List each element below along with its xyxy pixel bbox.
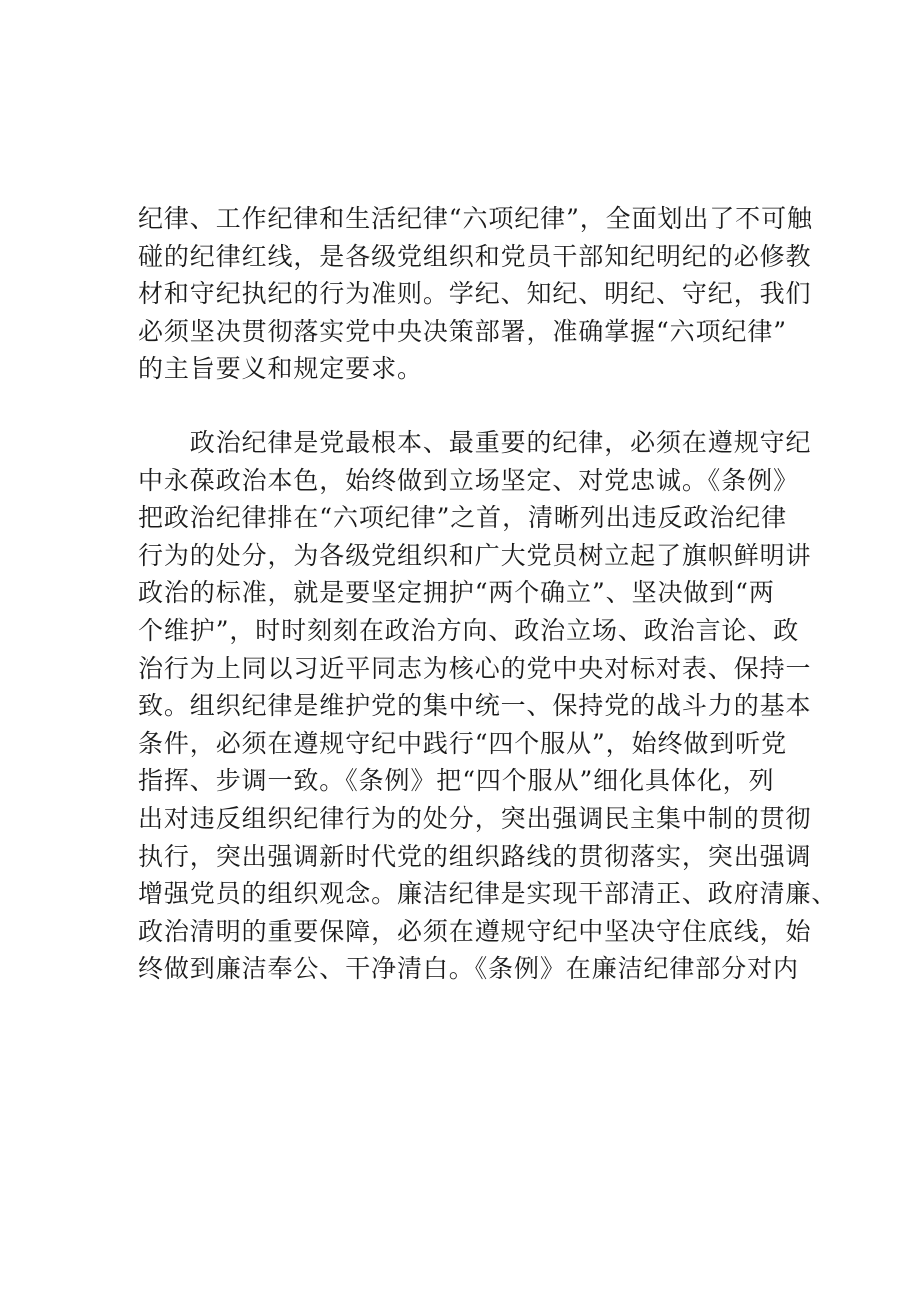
text-line: 条件，必须在遵规守纪中践行“四个服从”，始终做到听党: [138, 728, 787, 758]
text-line: 中永葆政治本色，始终做到立场坚定、对党忠诚。《条例》: [138, 465, 799, 495]
text-line: 的主旨要义和规定要求。: [138, 354, 423, 384]
text-line: 行为的处分，为各级党组织和广大党员树立起了旗帜鲜明讲: [138, 540, 812, 570]
text-line: 个维护”，时时刻刻在政治方向、政治立场、政治言论、政: [138, 615, 800, 645]
paragraph-spacer: [138, 388, 788, 424]
text-line: 纪律、工作纪律和生活纪律“六项纪律”，全面划出了不可触: [138, 204, 813, 233]
text-line: 增强党员的组织观念。廉洁纪律是实现干部清正、政府清廉、: [138, 879, 838, 909]
text-line: 出对违反组织纪律行为的处分，突出强调民主集中制的贯彻: [138, 803, 812, 833]
text-line: 材和守纪执纪的行为准则。学纪、知纪、明纪、守纪，我们: [138, 279, 812, 309]
text-line: 把政治纪律排在“六项纪律”之首，清晰列出违反政治纪律: [138, 503, 787, 533]
text-line: 执行，突出强调新时代党的组织路线的贯彻落实，突出强调: [138, 841, 812, 871]
document-body: [138, 200, 838, 988]
paragraph-1: [138, 200, 813, 388]
text-line: 政治清明的重要保障，必须在遵规守纪中坚决守住底线，始: [138, 916, 812, 946]
text-line: 政治的标准，就是要坚定拥护“两个确立”、坚决做到“两: [138, 578, 775, 608]
text-line: 终做到廉洁奉公、干净清白。《条例》在廉洁纪律部分对内: [138, 954, 799, 984]
paragraph-2: [138, 424, 838, 988]
text-line: 致。组织纪律是维护党的集中统一、保持党的战斗力的基本: [138, 691, 812, 721]
text-line: 治行为上同以习近平同志为核心的党中央对标对表、保持一: [138, 653, 812, 683]
text-line: 指挥、步调一致。《条例》把“四个服从”细化具体化，列: [138, 766, 775, 796]
text-line: 碰的纪律红线，是各级党组织和党员干部知纪明纪的必修教: [138, 241, 812, 271]
text-line: 政治纪律是党最根本、最重要的纪律，必须在遵规守纪: [138, 427, 812, 457]
text-line: 必须坚决贯彻落实党中央决策部署，准确掌握“六项纪律”: [138, 316, 787, 346]
